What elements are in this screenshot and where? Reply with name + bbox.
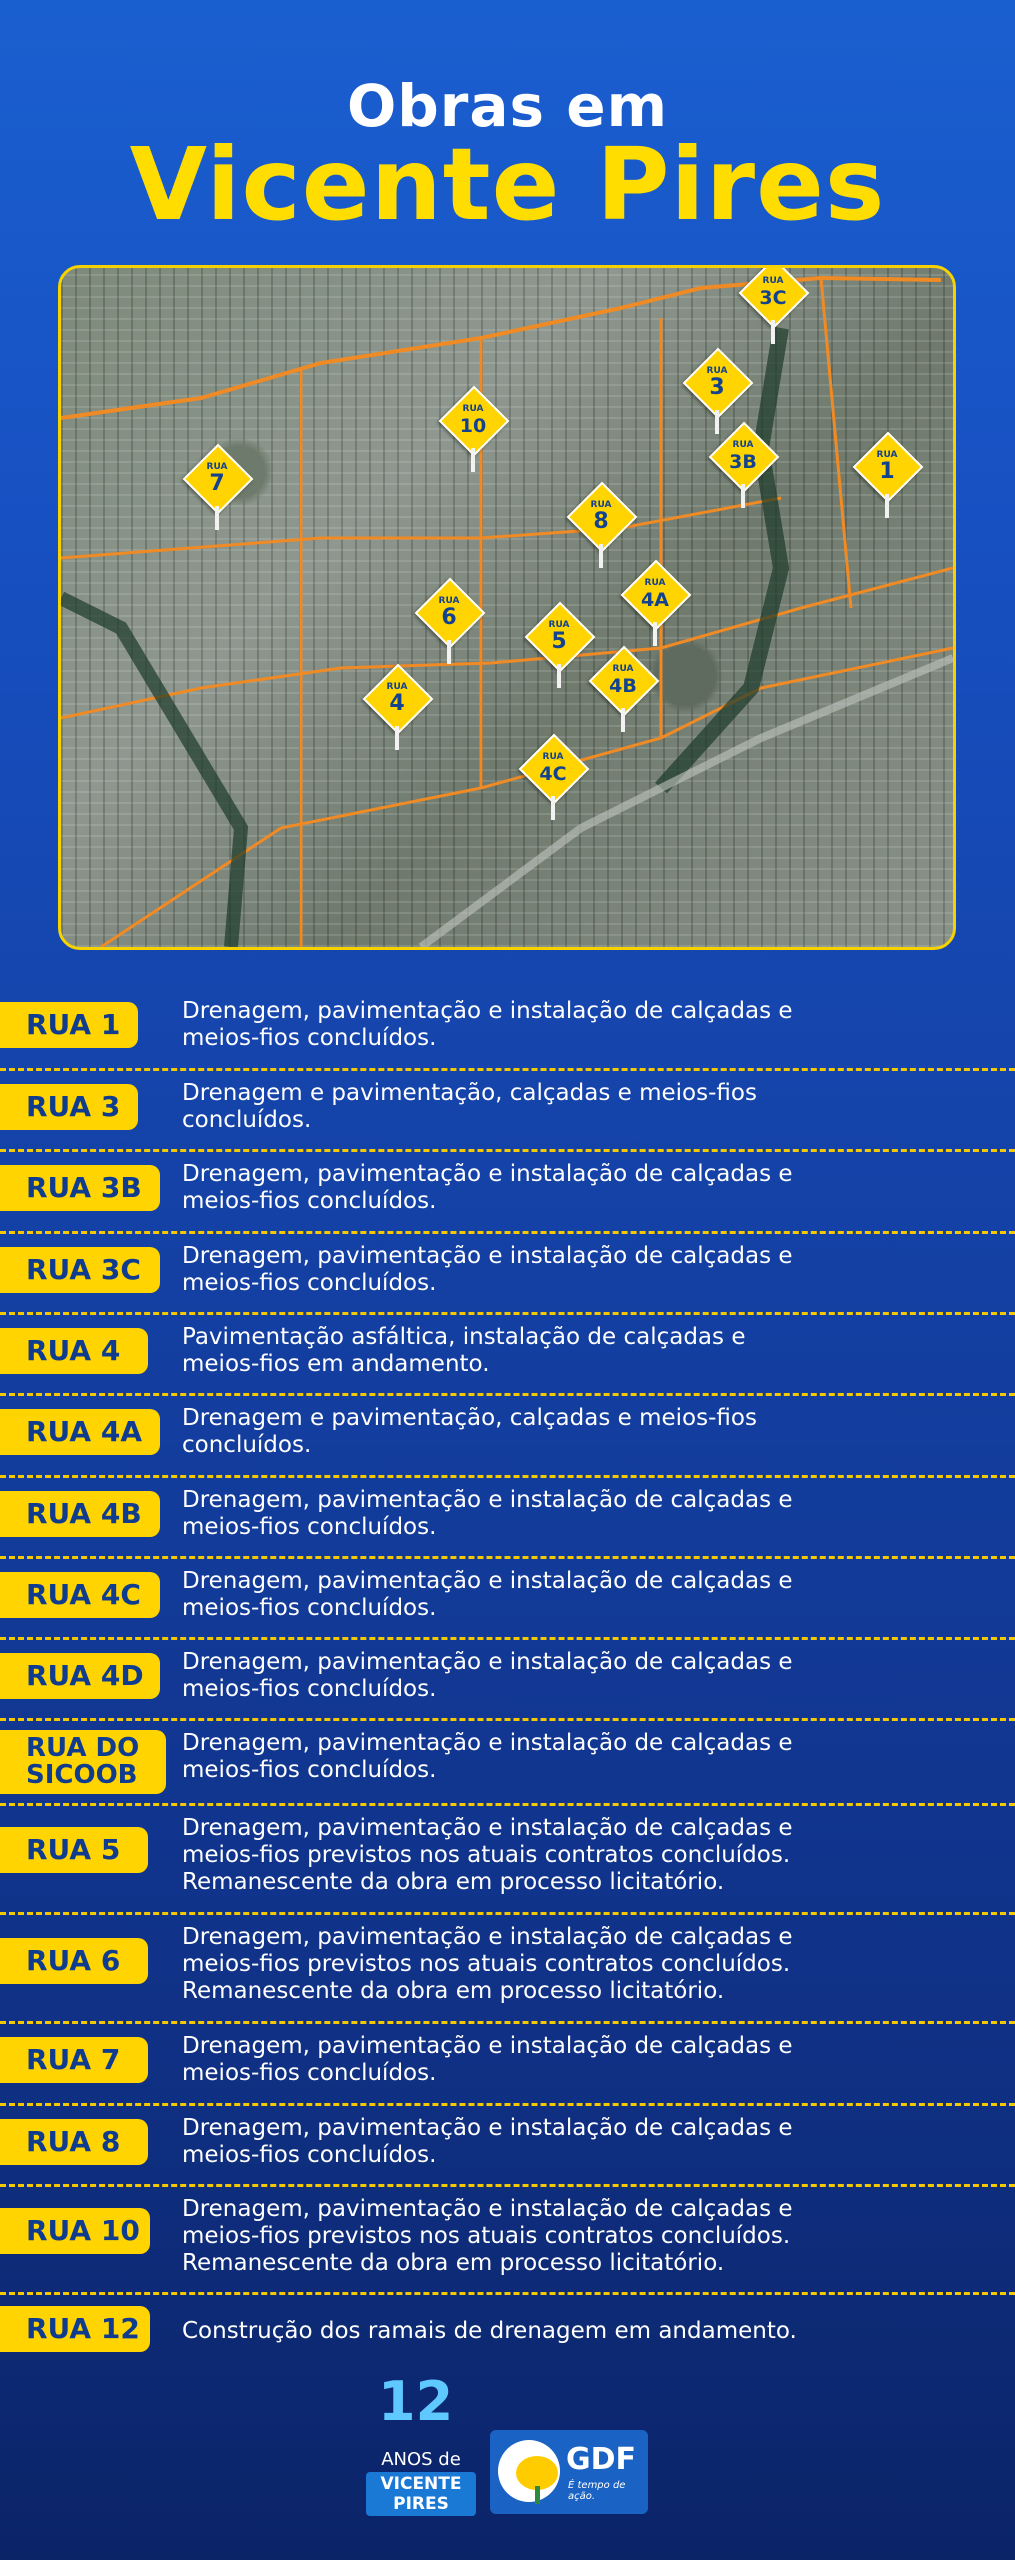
street-description: Drenagem, pavimentação e instalação de calçadas e meios-fios concluídos. xyxy=(182,1730,793,1783)
vicente-pires-logo xyxy=(366,2472,476,2516)
map-pin-rua-8: RUA 8 xyxy=(569,486,633,570)
street-description: Drenagem, pavimentação e instalação de calçadas e meios-fios previstos nos atuais contratos concluídos. Remanescente da obra em processo licitatório. xyxy=(182,1815,793,1895)
divider xyxy=(0,2184,1015,2187)
map-pin-rua-4c: RUA 4C xyxy=(521,738,585,822)
street-description: Construção dos ramais de drenagem em andamento. xyxy=(182,2318,797,2344)
divider xyxy=(0,1068,1015,1071)
street-description: Drenagem, pavimentação e instalação de calçadas e meios-fios concluídos. xyxy=(182,1649,793,1702)
anniversary-number: 12 xyxy=(378,2370,454,2433)
gdf-slogan: É tempo de ação. xyxy=(568,2480,626,2502)
satellite-map xyxy=(58,265,956,950)
street-description: Drenagem, pavimentação e instalação de calçadas e meios-fios concluídos. xyxy=(182,998,793,1051)
street-badge-line-1: RUA DO xyxy=(26,1732,140,1763)
divider xyxy=(0,2292,1015,2295)
street-description: Pavimentação asfáltica, instalação de calçadas e meios-fios em andamento. xyxy=(182,1324,746,1377)
street-description: Drenagem, pavimentação e instalação de calçadas e meios-fios previstos nos atuais contratos concluídos. Remanescente da obra em processo licitatório. xyxy=(182,1924,793,2004)
street-badge: RUA 4D xyxy=(0,1653,160,1699)
map-pin-rua-5: RUA 5 xyxy=(527,606,591,690)
map-pin-rua-7: RUA 7 xyxy=(185,448,249,532)
divider xyxy=(0,1312,1015,1315)
divider xyxy=(0,1718,1015,1721)
street-description: Drenagem, pavimentação e instalação de calçadas e meios-fios concluídos. xyxy=(182,1487,793,1540)
street-badge: RUA 4B xyxy=(0,1491,160,1537)
gdf-logo-text: GDF xyxy=(566,2442,637,2477)
street-badge: RUA 3C xyxy=(0,1247,160,1293)
divider xyxy=(0,1556,1015,1559)
map-pin-rua-4b: RUA 4B xyxy=(591,650,655,734)
tree-icon xyxy=(498,2440,560,2502)
divider xyxy=(0,1637,1015,1640)
street-description: Drenagem, pavimentação e instalação de calçadas e meios-fios previstos nos atuais contratos concluídos. Remanescente da obra em processo licitatório. xyxy=(182,2196,793,2276)
street-description: Drenagem e pavimentação, calçadas e meios-fios concluídos. xyxy=(182,1080,757,1133)
divider xyxy=(0,1149,1015,1152)
street-badge: RUA 10 xyxy=(0,2208,150,2254)
street-badge: RUA 3B xyxy=(0,1165,160,1211)
street-badge: RUA 7 xyxy=(0,2037,148,2083)
street-badge: RUA 8 xyxy=(0,2119,148,2165)
map-pin-rua-4a: RUA 4A xyxy=(623,564,687,648)
map-pin-rua-4: RUA 4 xyxy=(365,668,429,752)
street-badge: RUA 5 xyxy=(0,1827,148,1873)
map-pin-rua-1: RUA 1 xyxy=(855,436,919,520)
divider xyxy=(0,1912,1015,1915)
map-pin-rua-10: RUA 10 xyxy=(441,390,505,474)
vicente-pires-logo-line-2: PIRES xyxy=(393,2494,449,2514)
divider xyxy=(0,1393,1015,1396)
title-line-2: Vicente Pires xyxy=(129,126,886,243)
street-description: Drenagem, pavimentação e instalação de calçadas e meios-fios concluídos. xyxy=(182,1161,793,1214)
map-pin-rua-3c: RUA 3C xyxy=(741,265,805,346)
anniversary-text: ANOS de xyxy=(381,2449,461,2470)
divider xyxy=(0,1231,1015,1234)
street-badge: RUA 1 xyxy=(0,1002,138,1048)
street-badge: RUA 3 xyxy=(0,1084,138,1130)
divider xyxy=(0,2103,1015,2106)
street-description: Drenagem, pavimentação e instalação de calçadas e meios-fios concluídos. xyxy=(182,2115,793,2168)
gdf-logo xyxy=(490,2430,648,2514)
vicente-pires-logo-line-1: VICENTE xyxy=(380,2474,462,2494)
street-badge: RUA 4C xyxy=(0,1572,160,1618)
map-boundaries xyxy=(61,268,953,947)
divider xyxy=(0,1475,1015,1478)
street-badge xyxy=(0,1730,166,1794)
map-pin-rua-3b: RUA 3B xyxy=(711,426,775,510)
street-description: Drenagem e pavimentação, calçadas e meios-fios concluídos. xyxy=(182,1405,757,1458)
street-badge-line-2: SICOOB xyxy=(26,1760,138,1790)
map-pin-rua-6: RUA 6 xyxy=(417,582,481,666)
street-description: Drenagem, pavimentação e instalação de calçadas e meios-fios concluídos. xyxy=(182,1568,793,1621)
street-badge: RUA 6 xyxy=(0,1938,148,1984)
map-pin-rua-3: RUA 3 xyxy=(685,352,749,436)
street-badge: RUA 4 xyxy=(0,1328,148,1374)
street-badge: RUA 12 xyxy=(0,2306,150,2352)
divider xyxy=(0,2021,1015,2024)
street-description: Drenagem, pavimentação e instalação de calçadas e meios-fios concluídos. xyxy=(182,2033,793,2086)
divider xyxy=(0,1803,1015,1806)
street-badge: RUA 4A xyxy=(0,1409,160,1455)
title-line-1: Obras em xyxy=(346,72,669,140)
street-description: Drenagem, pavimentação e instalação de calçadas e meios-fios concluídos. xyxy=(182,1243,793,1296)
